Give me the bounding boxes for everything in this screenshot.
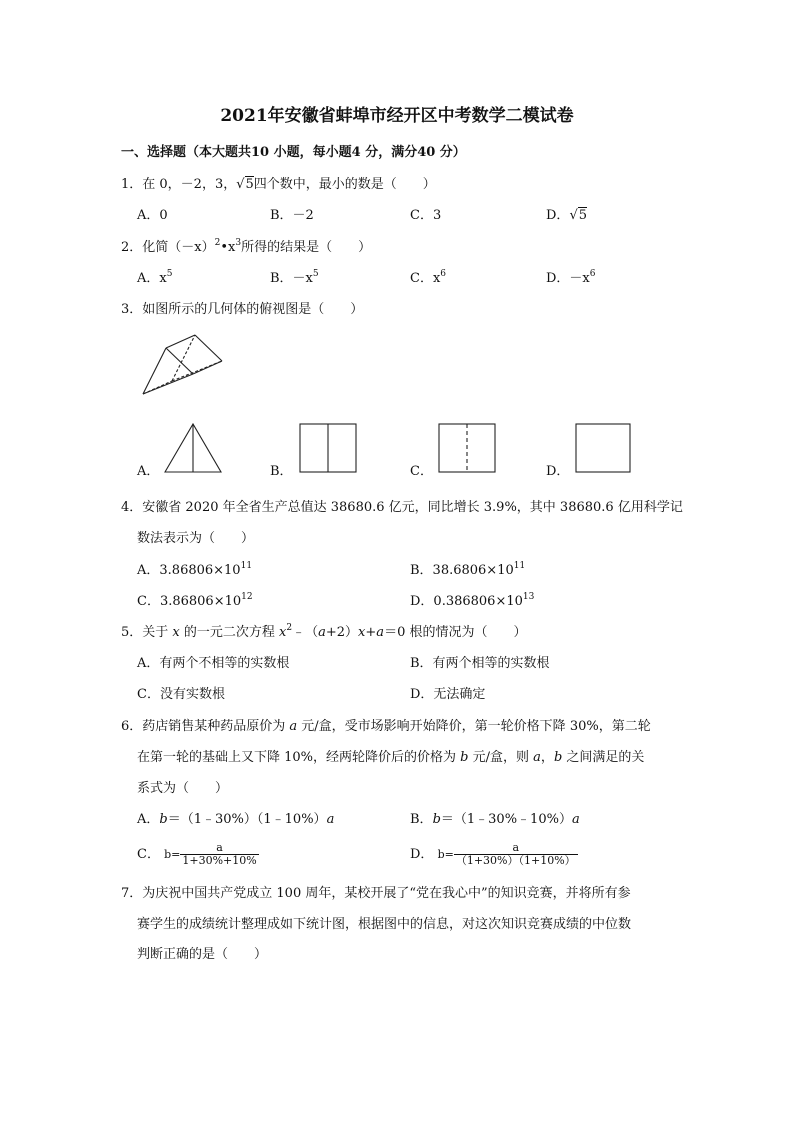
q3-option-b-figure[interactable] (299, 423, 359, 473)
q3-option-b-label[interactable]: B． (270, 464, 293, 479)
q2-option-b[interactable]: B．$-x^5$ (270, 269, 319, 286)
q2-option-a[interactable]: A．$x^5$ (137, 269, 173, 286)
question-7-line3: 判断正确的是（ ） (137, 947, 268, 962)
question-3-stem: 3．如图所示的几何体的俯视图是（ ） (121, 302, 364, 317)
q6-option-a[interactable]: A．b＝（1﹣30%）（1﹣10%）a (137, 812, 335, 827)
q2-option-c[interactable]: C．$x^6$ (410, 269, 447, 286)
page-title: 2021年安徽省蚌埠市经开区中考数学二模试卷 (220, 106, 574, 126)
question-4-line2: 数法表示为（ ） (137, 531, 255, 546)
q1-option-b[interactable]: B．－2 (270, 208, 314, 223)
q3-option-d-label[interactable]: D． (546, 464, 570, 479)
q5-option-a[interactable]: A．有两个不相等的实数根 (137, 656, 290, 671)
q6-option-b[interactable]: B．b＝（1﹣30%﹣10%）a (410, 812, 580, 827)
sqrt-symbol: √5 (236, 177, 254, 192)
q4-option-b[interactable]: B．$38.6806\times 10^{11}$ (410, 561, 526, 578)
prism-figure (138, 332, 228, 400)
q1-option-c[interactable]: C．3 (410, 208, 442, 223)
q3-option-c-label[interactable]: C． (410, 464, 433, 479)
q4-option-c[interactable]: C．$3.86806\times 10^{12}$ (137, 592, 253, 609)
q1-option-a[interactable]: A．0 (137, 208, 168, 223)
q5-option-b[interactable]: B．有两个相等的实数根 (410, 656, 550, 671)
question-4-line1: 4．安徽省 2020 年全省生产总值达 38680.6 亿元，同比增长 3.9%，其中 38680.6 亿用科学记 (121, 500, 683, 515)
fraction: $\frac{a}{(1+30\%)(1+10\%)}$ (455, 841, 576, 867)
q4-option-d[interactable]: D．$0.386806\times 10^{13}$ (410, 592, 535, 609)
sqrt-symbol: √5 (569, 208, 588, 223)
q1-option-d[interactable]: D．√5 (546, 208, 588, 223)
q6-option-c[interactable]: C． b= $\frac{a}{1+30\%+10\%}$ (137, 841, 257, 867)
q3-option-a-figure[interactable] (163, 422, 225, 474)
q2-option-d[interactable]: D．$-x^6$ (546, 269, 596, 286)
question-7-line2: 赛学生的成绩统计整理成如下统计图，根据图中的信息，对这次知识竞赛成绩的中位数 (137, 917, 632, 932)
q3-option-c-figure[interactable] (438, 423, 498, 473)
question-5-stem: 5．关于 x 的一元二次方程 $x^2﹣(a+2)x+a=0$ 根的情况为（ ） (121, 623, 527, 640)
question-1-stem: 1．在 0，－2，3，√5四个数中，最小的数是（ ） (121, 177, 436, 192)
q5-option-d[interactable]: D．无法确定 (410, 687, 486, 702)
question-6-line1: 6．药店销售某种药品原价为 a 元/盒，受市场影响开始降价，第一轮价格下降 30%，第二轮 (121, 719, 651, 734)
fraction: $\frac{a}{1+30\%+10\%}$ (182, 841, 257, 867)
question-6-line3: 系式为（ ） (137, 781, 229, 796)
question-6-line2: 在第一轮的基础上又下降 10%，经两轮降价后的价格为 b 元/盒，则 a，b 之间满足的关 (137, 750, 645, 765)
section-heading: 一、选择题（本大题共10 小题，每小题4 分，满分40 分） (121, 145, 466, 160)
q5-option-c[interactable]: C．没有实数根 (137, 687, 225, 702)
question-2-stem: 2．化简$(-x)^2•x^3$所得的结果是（ ） (121, 238, 372, 255)
question-7-line1: 7．为庆祝中国共产党成立 100 周年，某校开展了“党在我心中”的知识竞赛，并将所有参 (121, 886, 631, 901)
q6-option-d[interactable]: D． b= $\frac{a}{(1+30\%)(1+10\%)}$ (410, 841, 576, 867)
q3-option-a-label[interactable]: A． (137, 464, 160, 479)
q4-option-a[interactable]: A．$3.86806\times 10^{11}$ (137, 561, 253, 578)
q3-option-d-figure[interactable] (575, 423, 633, 473)
